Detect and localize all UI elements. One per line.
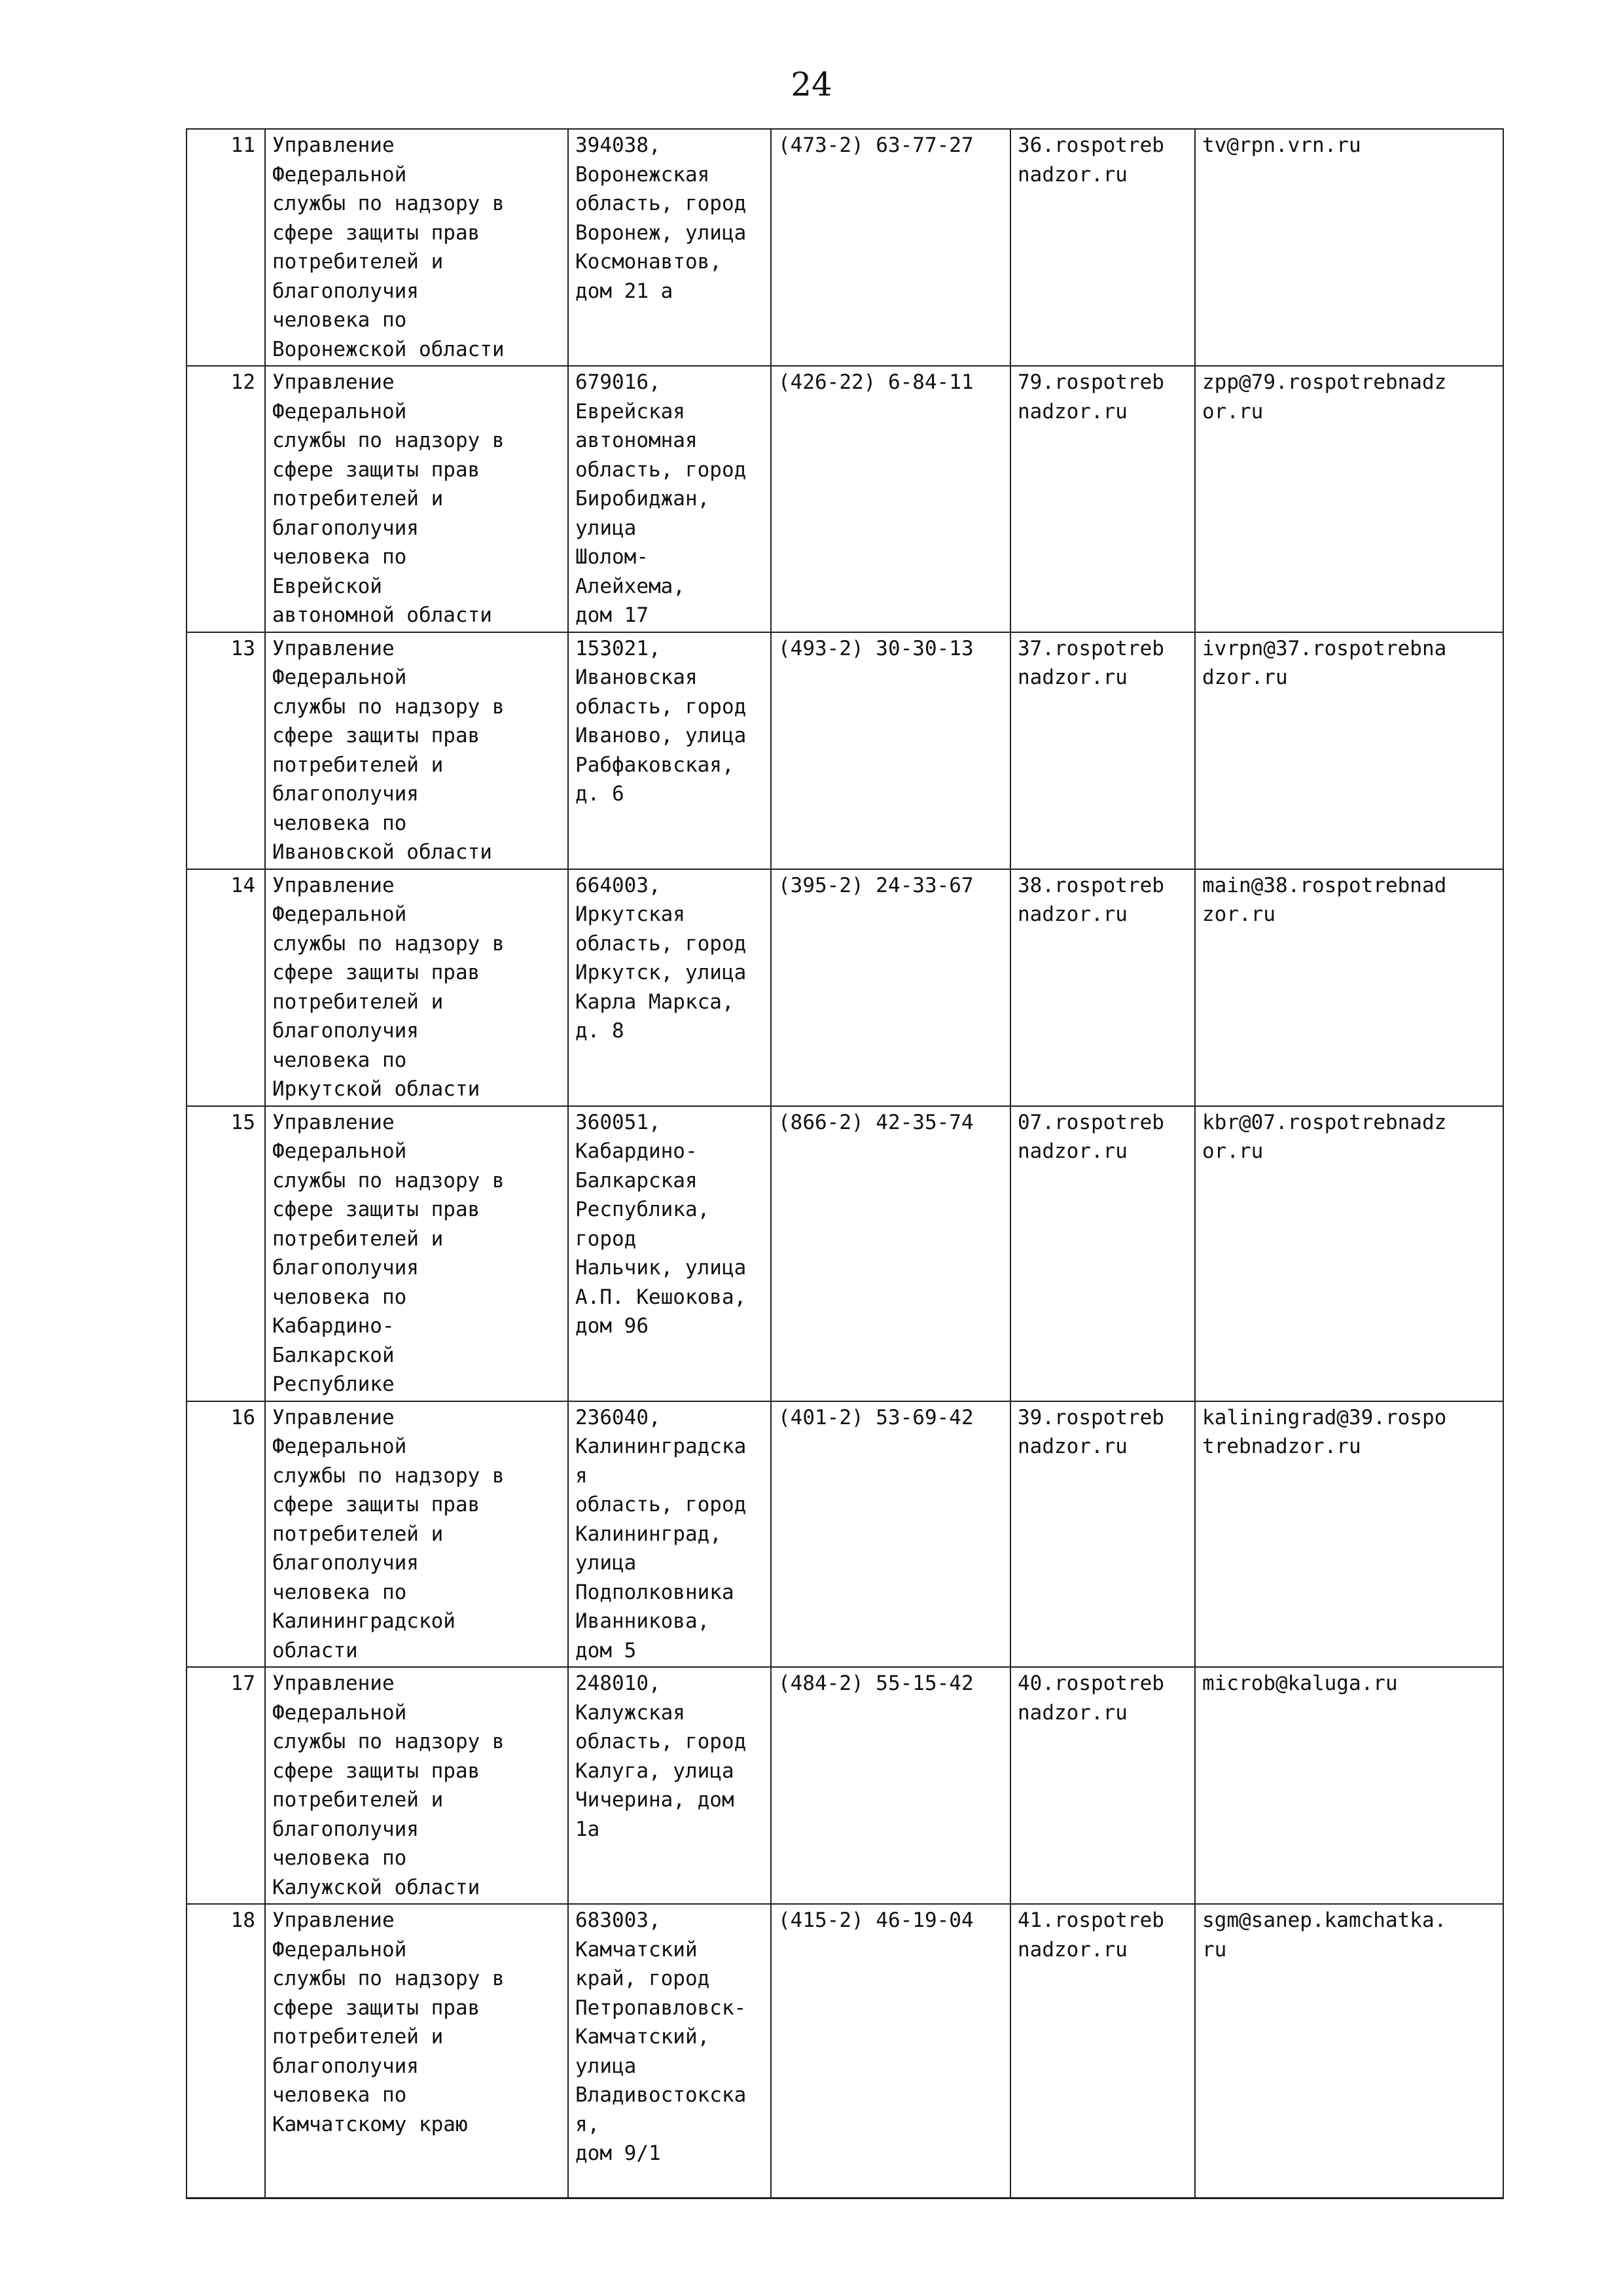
agency-contacts-table	[186, 128, 1504, 2199]
agency-name: Управление Федеральной службы по надзору в сфере защиты прав потребителей и благополучия человека по Иркутской области	[265, 869, 568, 1106]
row-number: 15	[187, 1106, 265, 1401]
row-number: 16	[187, 1401, 265, 1668]
agency-website: 41.rospotreb nadzor.ru	[1010, 1904, 1195, 2198]
agency-website: 39.rospotreb nadzor.ru	[1010, 1401, 1195, 1668]
agency-address: 664003, Иркутская область, город Иркутск, улица Карла Маркса, д. 8	[568, 869, 771, 1106]
agency-email: microb@kaluga.ru	[1195, 1667, 1503, 1904]
agency-phone: (415-2) 46-19-04	[771, 1904, 1010, 2198]
agency-address: 153021, Ивановская область, город Иваново, улица Рабфаковская, д. 6	[568, 632, 771, 869]
agency-website: 07.rospotreb nadzor.ru	[1010, 1106, 1195, 1401]
agency-phone: (493-2) 30-30-13	[771, 632, 1010, 869]
agency-name: Управление Федеральной службы по надзору в сфере защиты прав потребителей и благополучия человека по Камчатскому краю	[265, 1904, 568, 2198]
agency-website: 79.rospotreb nadzor.ru	[1010, 366, 1195, 632]
agency-email: main@38.rospotrebnad zor.ru	[1195, 869, 1503, 1106]
table-row	[187, 1106, 1503, 1401]
agency-name: Управление Федеральной службы по надзору в сфере защиты прав потребителей и благополучия человека по Еврейской автономной области	[265, 366, 568, 632]
agency-name: Управление Федеральной службы по надзору в сфере защиты прав потребителей и благополучия человека по Калининградской области	[265, 1401, 568, 1668]
row-number: 14	[187, 869, 265, 1106]
agency-phone: (484-2) 55-15-42	[771, 1667, 1010, 1904]
agency-website: 38.rospotreb nadzor.ru	[1010, 869, 1195, 1106]
table-row	[187, 1667, 1503, 1904]
row-number: 18	[187, 1904, 265, 2198]
agency-address: 236040, Калининградска я область, город Калининград, улица Подполковника Иванникова, дом 5	[568, 1401, 771, 1668]
agency-name: Управление Федеральной службы по надзору в сфере защиты прав потребителей и благополучия человека по Калужской области	[265, 1667, 568, 1904]
agency-email: tv@rpn.vrn.ru	[1195, 129, 1503, 366]
table-row	[187, 1904, 1503, 2198]
agency-email: kbr@07.rospotrebnadz or.ru	[1195, 1106, 1503, 1401]
table-row	[187, 632, 1503, 869]
agency-email: zpp@79.rospotrebnadz or.ru	[1195, 366, 1503, 632]
agency-phone: (401-2) 53-69-42	[771, 1401, 1010, 1668]
agency-address: 360051, Кабардино- Балкарская Республика, город Нальчик, улица А.П. Кешокова, дом 96	[568, 1106, 771, 1401]
table-row	[187, 869, 1503, 1106]
agency-website: 40.rospotreb nadzor.ru	[1010, 1667, 1195, 1904]
agency-address: 248010, Калужская область, город Калуга, улица Чичерина, дом 1а	[568, 1667, 771, 1904]
agency-address: 394038, Воронежская область, город Воронеж, улица Космонавтов, дом 21 а	[568, 129, 771, 366]
agency-email: ivrpn@37.rospotrebna dzor.ru	[1195, 632, 1503, 869]
agency-phone: (426-22) 6-84-11	[771, 366, 1010, 632]
page-number: 24	[791, 65, 832, 103]
table-row	[187, 1401, 1503, 1668]
agency-email: sgm@sanep.kamchatka. ru	[1195, 1904, 1503, 2198]
agency-address: 683003, Камчатский край, город Петропавловск- Камчатский, улица Владивостокска я, дом 9/1	[568, 1904, 771, 2198]
table-row	[187, 129, 1503, 366]
row-number: 13	[187, 632, 265, 869]
agency-address: 679016, Еврейская автономная область, город Биробиджан, улица Шолом- Алейхема, дом 17	[568, 366, 771, 632]
agency-name: Управление Федеральной службы по надзору в сфере защиты прав потребителей и благополучия человека по Ивановской области	[265, 632, 568, 869]
agency-website: 37.rospotreb nadzor.ru	[1010, 632, 1195, 869]
agency-email: kaliningrad@39.rospo trebnadzor.ru	[1195, 1401, 1503, 1668]
agency-website: 36.rospotreb nadzor.ru	[1010, 129, 1195, 366]
agency-phone: (866-2) 42-35-74	[771, 1106, 1010, 1401]
row-number: 11	[187, 129, 265, 366]
agency-name: Управление Федеральной службы по надзору в сфере защиты прав потребителей и благополучия человека по Воронежской области	[265, 129, 568, 366]
row-number: 17	[187, 1667, 265, 1904]
agency-phone: (395-2) 24-33-67	[771, 869, 1010, 1106]
row-number: 12	[187, 366, 265, 632]
table-row	[187, 366, 1503, 632]
agency-phone: (473-2) 63-77-27	[771, 129, 1010, 366]
agency-name: Управление Федеральной службы по надзору в сфере защиты прав потребителей и благополучия человека по Кабардино- Балкарской Республике	[265, 1106, 568, 1401]
